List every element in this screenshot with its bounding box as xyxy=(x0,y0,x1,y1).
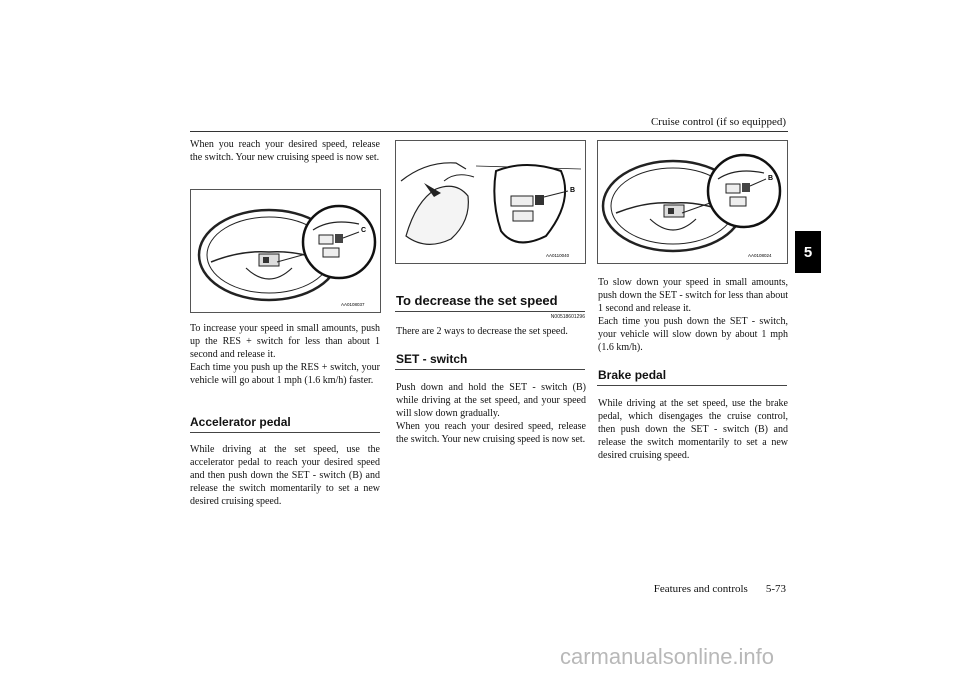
footer-section: Features and controls xyxy=(653,583,748,595)
steering-wheel-figure-b xyxy=(597,140,788,264)
col3-paragraph-1: To slow down your speed in small amounts, push down the SET - switch for less than about 1 second and release it. xyxy=(598,277,788,314)
page-footer xyxy=(620,583,786,595)
figure-callout-label: B xyxy=(570,187,576,194)
figure-callout-label: B xyxy=(768,175,774,182)
figure-caption: AA0110040 xyxy=(546,253,570,258)
footer-page-number: 5-73 xyxy=(765,583,786,595)
col2-paragraph-1: There are 2 ways to decrease the set speed. xyxy=(396,326,568,337)
header-rule xyxy=(190,131,788,132)
heading-accelerator-pedal: Accelerator pedal xyxy=(190,415,291,429)
col2-paragraph-3: When you reach your desired speed, release the switch. Your new cruising speed is now set. xyxy=(396,421,586,445)
running-header-title: Cruise control (if so equipped) xyxy=(650,116,786,128)
col3-paragraph-2: Each time you push down the SET - switch, your vehicle will slow down by about 1 mph (1.6 km/h). xyxy=(598,316,788,353)
col2-paragraph-2: Push down and hold the SET - switch (B) while driving at the set speed, and your speed will slow down gradually. xyxy=(396,382,586,419)
heading-brake-pedal: Brake pedal xyxy=(598,368,667,382)
col1-paragraph-4: While driving at the set speed, use the accelerator pedal to reach your desired speed and then push down the SET - switch (B) and release the switch momentarily to set a new desired cruising speed. xyxy=(190,444,380,507)
heading-rule xyxy=(395,311,585,312)
heading-to-decrease-the-set-speed: To decrease the set speed xyxy=(396,293,558,308)
col1-paragraph-2: To increase your speed in small amounts, push up the RES + switch for less than about 1 second and release it. xyxy=(190,323,380,360)
figure-caption: AA0108024 xyxy=(748,253,772,258)
heading-rule xyxy=(395,369,585,370)
figure-caption: AA0108037 xyxy=(341,302,365,307)
chapter-tab: 5 xyxy=(795,231,821,273)
col1-paragraph-1: When you reach your desired speed, release the switch. Your new cruising speed is now set. xyxy=(190,139,380,163)
steering-column-illustration xyxy=(396,141,585,263)
col1-paragraph-3: Each time you push up the RES + switch, your vehicle will go about 1 mph (1.6 km/h) faster. xyxy=(190,362,380,386)
col3-paragraph-3: While driving at the set speed, use the brake pedal, which disengages the cruise control, then push down the SET - switch (B) and release the switch momentarily to set a new desired cruising speed. xyxy=(598,398,788,461)
steering-wheel-figure-c xyxy=(190,189,381,313)
watermark: carmanualsonline.info xyxy=(560,644,775,669)
steering-wheel-illustration xyxy=(191,190,380,312)
heading-rule xyxy=(190,432,380,433)
steering-wheel-illustration xyxy=(598,141,787,263)
heading-set-switch: SET - switch xyxy=(396,352,468,366)
figure-callout-label: C xyxy=(361,227,367,234)
heading-rule xyxy=(597,385,787,386)
section-code: N00518601296 xyxy=(550,314,585,320)
steering-column-figure-b xyxy=(395,140,586,264)
